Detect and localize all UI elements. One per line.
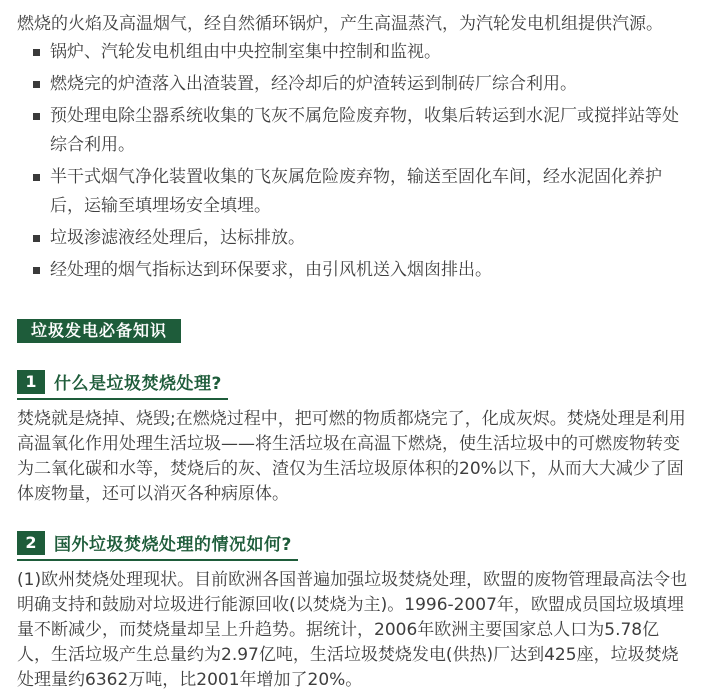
section-banner: 垃圾发电必备知识	[17, 319, 181, 343]
bullet-text: 垃圾渗滤液经处理后，达标排放。	[50, 228, 305, 248]
bullet-text: 锅炉、汽轮发电机组由中央控制室集中控制和监视。	[50, 42, 441, 62]
square-bullet-icon	[33, 174, 40, 181]
section-body: (1)欧州焚烧处理现状。目前欧洲各国普遍加强垃圾焚烧处理，欧盟的废物管理最高法令也明确支持和鼓励对垃圾进行能源回收(以焚烧为主)。1996-2007年，欧盟成员国垃圾填埋量不断减少，而焚烧量却呈上升趋势。据统计，2006年欧洲主要国家总人口为5.78亿人，生活垃圾产生总量约为2.97亿吨，生活垃圾焚烧发电(供热)厂达到425座，垃圾焚烧处理量约6362万吨，比2001年增加了20%。	[17, 570, 688, 690]
section-number-badge: 1	[17, 370, 45, 394]
section-1-header	[17, 369, 228, 400]
square-bullet-icon	[33, 267, 40, 274]
section-number-badge: 2	[17, 531, 45, 555]
bullet-text: 半干式烟气净化装置收集的飞灰属危险废弃物，输送至固化车间，经水泥固化养护后，运输至填埋场安全填埋。	[50, 167, 662, 216]
list-item	[17, 38, 689, 67]
section-title: 国外垃圾焚烧处理的情况如何?	[54, 535, 292, 555]
square-bullet-icon	[33, 81, 40, 88]
bullet-list	[17, 38, 689, 285]
list-item	[17, 256, 689, 285]
square-bullet-icon	[33, 113, 40, 120]
list-item	[17, 163, 689, 221]
bullet-text: 燃烧完的炉渣落入出渣装置，经冷却后的炉渣转运到制砖厂综合利用。	[50, 74, 577, 94]
list-item	[17, 102, 689, 160]
square-bullet-icon	[33, 49, 40, 56]
section-1	[17, 369, 689, 507]
list-item	[17, 224, 689, 253]
section-body: 焚烧就是烧掉、烧毁;在燃烧过程中，把可燃的物质都烧完了，化成灰烬。焚烧处理是利用高温氧化作用处理生活垃圾——将生活垃圾在高温下燃烧，使生活垃圾中的可燃废物转变为二氧化碳和水等，焚烧后的灰、渣仅为生活垃圾原体积的20%以下，从而大大减少了固体废物量，还可以消灭各种病原体。	[17, 409, 686, 504]
intro-paragraph: 燃烧的火焰及高温烟气，经自然循环锅炉，产生高温蒸汽，为汽轮发电机组提供汽源。	[17, 14, 663, 34]
section-2-header	[17, 530, 298, 561]
section-2	[17, 530, 689, 693]
list-item	[17, 70, 689, 99]
square-bullet-icon	[33, 235, 40, 242]
bullet-text: 经处理的烟气指标达到环保要求，由引风机送入烟囱排出。	[50, 260, 492, 280]
bullet-text: 预处理电除尘器系统收集的飞灰不属危险废弃物，收集后转运到水泥厂或搅拌站等处综合利用。	[50, 106, 679, 155]
section-title: 什么是垃圾焚烧处理?	[54, 374, 222, 394]
